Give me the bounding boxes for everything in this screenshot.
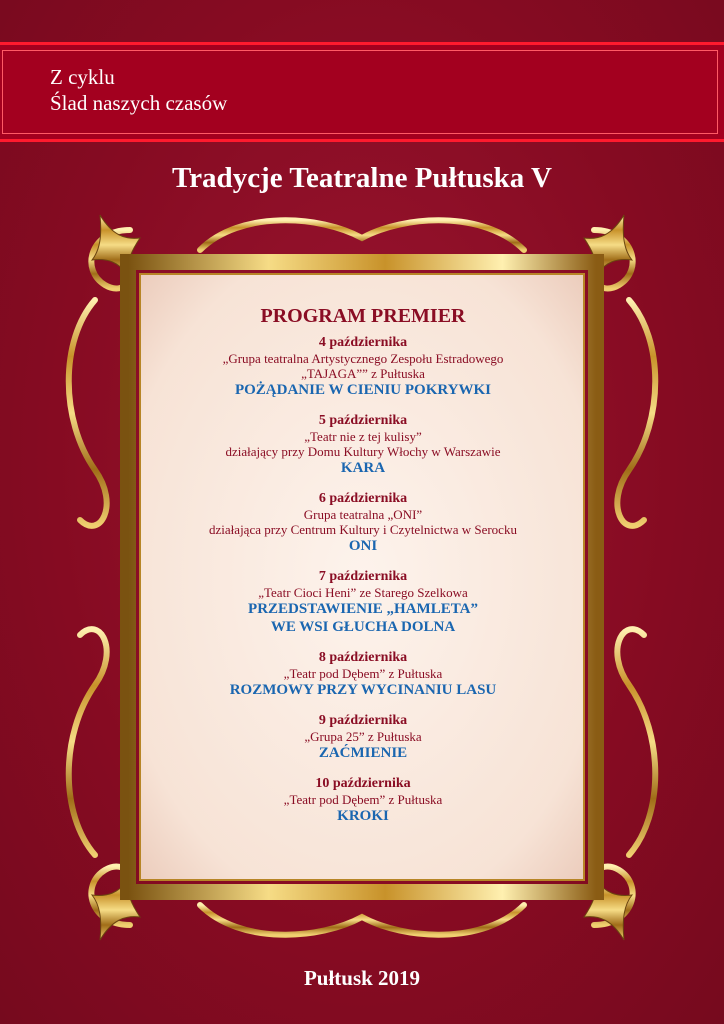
cycle-label: Z cyklu	[50, 65, 115, 89]
entry-group: „Grupa 25” z Pułtuska	[304, 729, 422, 744]
page-title: Tradycje Teatralne Pułtuska V	[172, 162, 552, 194]
entry-title: ONI	[348, 538, 378, 554]
cycle-name: Ślad naszych czasów	[50, 91, 228, 115]
entry-date: 9 października	[318, 713, 408, 728]
entry-title: ROZMOWY PRZY WYCINANIU LASU	[229, 682, 497, 698]
entry-title: ZAĆMIENIE	[318, 745, 408, 761]
list-item	[148, 712, 578, 762]
entry-date: 10 października	[315, 776, 411, 791]
entry-group: „Grupa teatralna Artystycznego Zespołu Estradowego	[222, 351, 504, 366]
entry-title: PRZEDSTAWIENIE „HAMLETA”	[248, 601, 478, 617]
entry-group: działający przy Domu Kultury Włochy w Warszawie	[225, 444, 501, 459]
entry-group: „Teatr pod Dębem” z Pułtuska	[283, 666, 443, 681]
entry-date: 8 października	[318, 650, 408, 665]
entry-group: „Teatr nie z tej kulisy”	[304, 429, 422, 444]
entry-title: POŻĄDANIE W CIENIU POKRYWKI	[234, 382, 492, 398]
list-item	[148, 568, 578, 636]
program-list	[148, 305, 578, 838]
entry-group: działająca przy Centrum Kultury i Czytelnictwa w Serocku	[209, 522, 517, 537]
list-item	[148, 775, 578, 825]
footer-place-year: Pułtusk 2019	[303, 966, 421, 990]
list-item	[148, 412, 578, 477]
list-item	[148, 649, 578, 699]
entry-group: „Teatr pod Dębem” z Pułtuska	[283, 792, 443, 807]
entry-date: 6 października	[318, 491, 408, 506]
list-item	[148, 334, 578, 399]
entry-group: „TAJAGA”” z Pułtuska	[301, 366, 425, 381]
entry-date: 4 października	[318, 335, 408, 350]
entry-date: 5 października	[318, 413, 408, 428]
entry-group: „Teatr Cioci Heni” ze Starego Szelkowa	[258, 585, 468, 600]
entry-date: 7 października	[318, 569, 408, 584]
entry-title: WE WSI GŁUCHA DOLNA	[270, 619, 456, 635]
entry-group: Grupa teatralna „ONI”	[303, 507, 423, 522]
program-heading: PROGRAM PREMIER	[260, 305, 466, 327]
list-item	[148, 490, 578, 555]
entry-title: KARA	[340, 460, 386, 476]
entry-title: KROKI	[337, 808, 389, 824]
